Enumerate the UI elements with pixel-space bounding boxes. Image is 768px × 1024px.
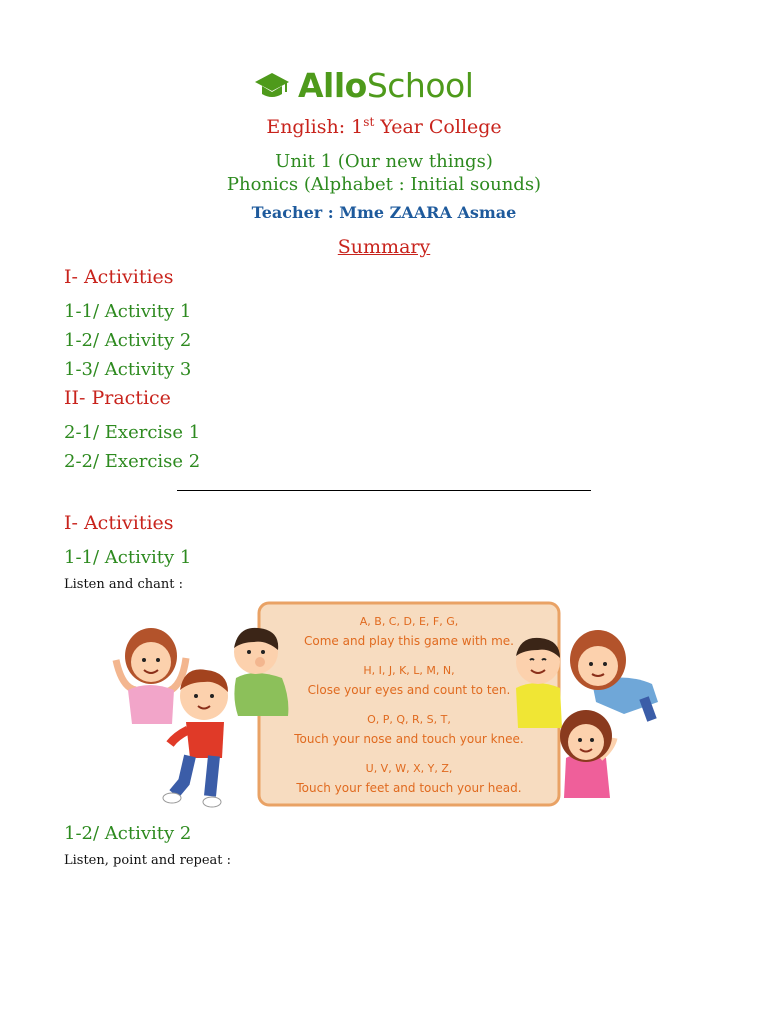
- summary-section-practice[interactable]: II- Practice: [64, 387, 171, 409]
- phonics-title: Phonics (Alphabet : Initial sounds): [226, 174, 542, 195]
- summary-item-exercise-1[interactable]: 2-1/ Exercise 1: [64, 422, 201, 443]
- summary-item-activity-3[interactable]: 1-3/ Activity 3: [64, 359, 192, 380]
- activity-1-heading: 1-1/ Activity 1: [64, 547, 192, 568]
- graduation-cap-icon: [254, 71, 290, 101]
- chant-line-7: U, V, W, X, Y, Z,: [365, 762, 453, 775]
- chant-line-8: Touch your feet and touch your head.: [296, 781, 522, 795]
- activity-2-heading: 1-2/ Activity 2: [64, 823, 192, 844]
- summary-item-activity-2[interactable]: 1-2/ Activity 2: [64, 330, 192, 351]
- chant-line-2: Come and play this game with me.: [304, 634, 514, 648]
- girl-blue-illustration: [570, 630, 658, 720]
- section-heading-activities: I- Activities: [64, 512, 174, 534]
- alphabet-chant-illustration: [104, 598, 666, 810]
- chant-line-5: O, P, Q, R, S, T,: [367, 713, 451, 726]
- activity-1-instruction: Listen and chant :: [64, 577, 183, 592]
- unit-title: Unit 1 (Our new things): [275, 151, 493, 172]
- summary-item-exercise-2[interactable]: 2-2/ Exercise 2: [64, 451, 201, 472]
- chant-line-4: Close your eyes and count to ten.: [307, 683, 511, 697]
- divider: [177, 490, 591, 491]
- logo-text: AlloSchool: [298, 66, 474, 105]
- activity-2-instruction: Listen, point and repeat :: [64, 853, 232, 868]
- summary-section-activities[interactable]: I- Activities: [64, 266, 174, 288]
- girl-pink-right-illustration: [560, 710, 614, 798]
- girl-pink-illustration: [116, 628, 186, 724]
- summary-heading: Summary: [337, 236, 431, 258]
- alloschool-logo[interactable]: [254, 66, 473, 106]
- chant-line-1: A, B, C, D, E, F, G,: [359, 615, 459, 628]
- chant-line-6: Touch your nose and touch your knee.: [294, 732, 524, 746]
- course-title: English: 1st Year College: [266, 115, 502, 138]
- chant-line-3: H, I, J, K, L, M, N,: [363, 664, 455, 677]
- teacher-name: Teacher : Mme ZAARA Asmae: [251, 203, 517, 222]
- summary-item-activity-1[interactable]: 1-1/ Activity 1: [64, 301, 192, 322]
